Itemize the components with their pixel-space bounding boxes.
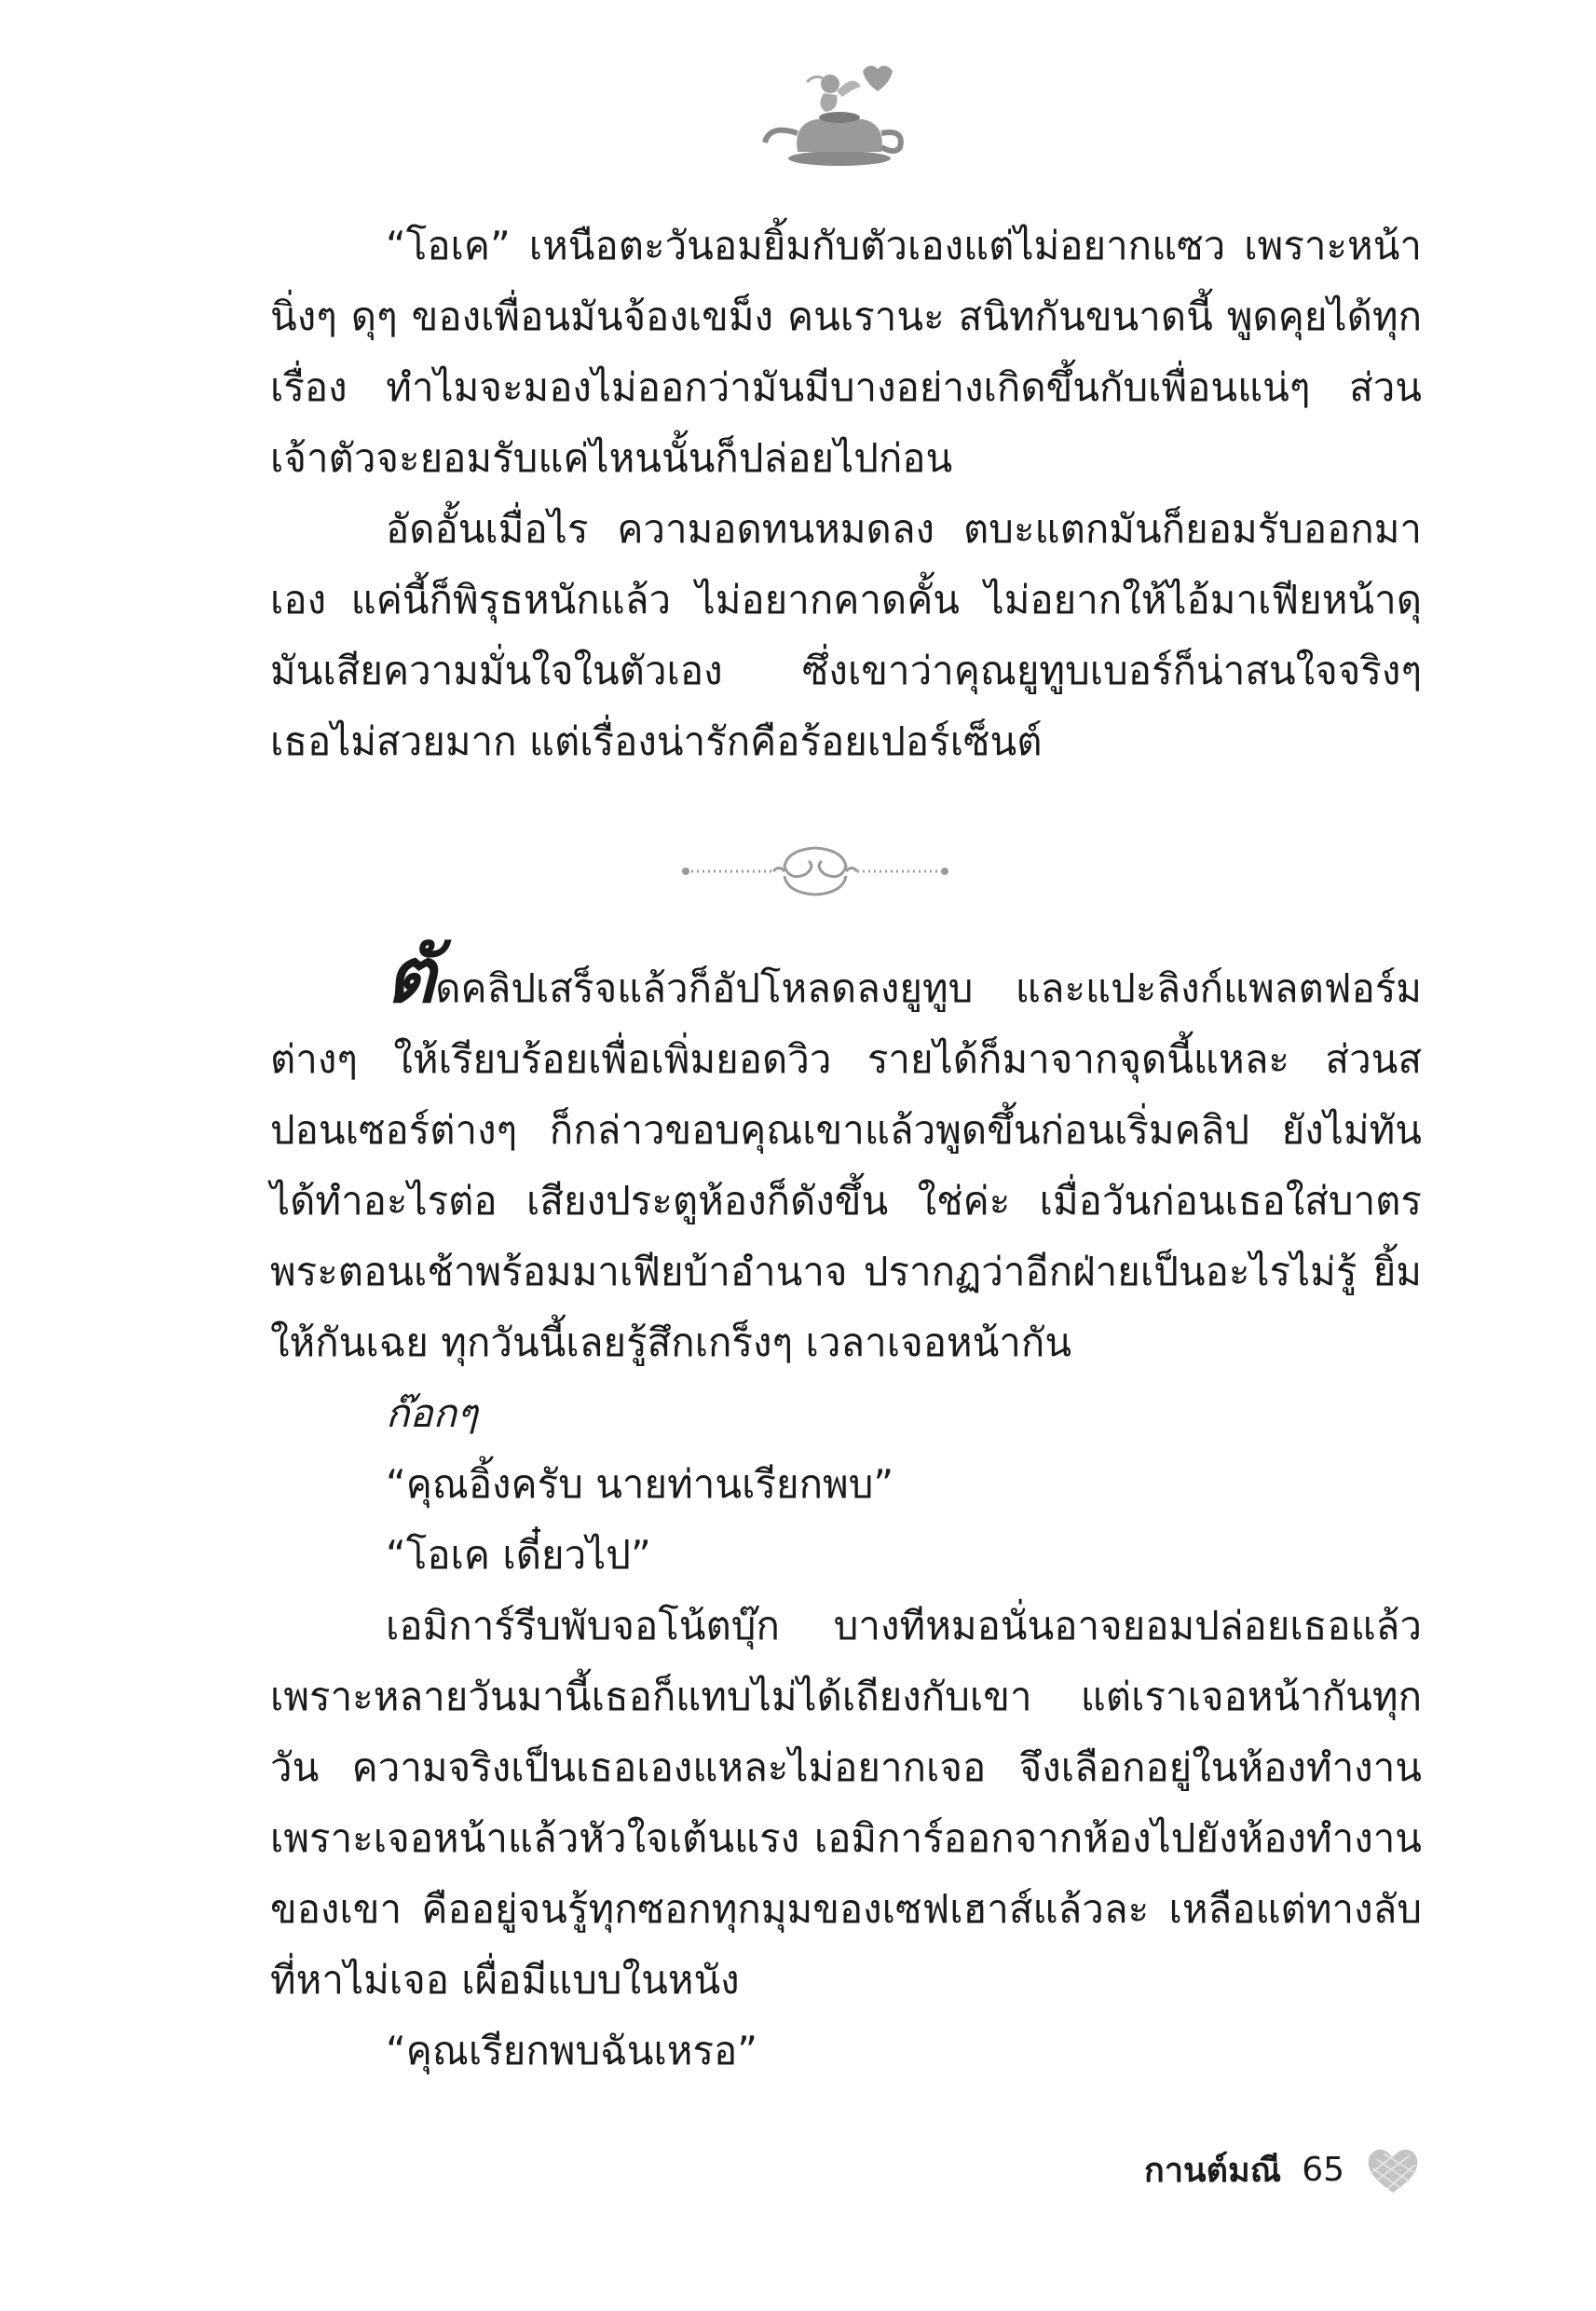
running-title: กานต์มณี xyxy=(1144,2152,1282,2190)
page-number: 65 xyxy=(1302,2151,1344,2189)
page-footer xyxy=(1144,2143,1421,2196)
dialogue-line: “คุณอิ้งครับ นายท่านเรียกพบ” xyxy=(386,1461,894,1507)
first-paragraph-text: ดคลิปเสร็จแล้วก็อัปโหลดลงยูทูบ และแปะลิงก์แพลตฟอร์มต่างๆ ให้เรียบร้อยเพื่อเพิ่มยอดวิว รายได้ก็มาจากจุดนี้แหละ ส่วนสปอนเซอร์ต่างๆ ก็กล่าวขอบคุณเขาแล้วพูดขึ้นก่อนเริ่มคลิป ยังไม่ทันได้ทำอะไรต่อ เสียงประตูห้องก็ดังขึ้น ใช่ค่ะ เมื่อวันก่อนเธอใส่บาตรพระตอนเช้าพร้อมมาเฟียบ้าอำนาจ ปรากฏว่าอีกฝ่ายเป็นอะไรไม่รู้ ยิ้มให้กันเฉย ทุกวันนี้เลยรู้สึกเกร็งๆ เวลาเจอหน้ากัน xyxy=(270,965,1422,1365)
flourish-divider-icon xyxy=(680,839,950,904)
paragraph: “โอเค” เหนือตะวันอมยิ้มกับตัวเองแต่ไม่อยากแซว เพราะหน้านิ่งๆ ดุๆ ของเพื่อนมันจ้องเขม็ง คนเรานะ สนิทกันขนาดนี้ พูดคุยได้ทุกเรื่อง ทำไมจะมองไม่ออกว่ามันมีบางอย่างเกิดขึ้นกับเพื่อนแน่ๆ ส่วนเจ้าตัวจะยอมรับแค่ไหนนั้นก็ปล่อยไปก่อน xyxy=(270,223,1422,481)
dropcap: ตั xyxy=(386,932,436,1020)
section-1 xyxy=(270,211,1422,777)
section-2 xyxy=(270,932,1422,2086)
knock-sound: ก๊อกๆ xyxy=(386,1390,478,1436)
first-paragraph xyxy=(270,932,1422,1378)
paragraph: เอมิการ์รีบพับจอโน้ตบุ๊ก บางทีหมอนั่นอาจยอมปล่อยเธอแล้ว เพราะหลายวันมานี้เธอก็แทบไม่ได้เถียงกับเขา แต่เราเจอหน้ากันทุกวัน ความจริงเป็นเธอเองแหละไม่อยากเจอ จึงเลือกอยู่ในห้องทำงาน เพราะเจอหน้าแล้วหัวใจเต้นแรง เอมิการ์ออกจากห้องไปยังห้องทำงานของเขา คืออยู่จนรู้ทุกซอกทุกมุมของเซฟเฮาส์แล้วละ เหลือแต่ทางลับที่หาไม่เจอ เผื่อมีแบบในหนัง xyxy=(270,1603,1422,2003)
dialogue-line: “โอเค เดี๋ยวไป” xyxy=(386,1532,651,1578)
paragraph: อัดอั้นเมื่อไร ความอดทนหมดลง ตบะแตกมันก็ยอมรับออกมาเอง แค่นี้ก็พิรุธหนักแล้ว ไม่อยากคาดคั้น ไม่อยากให้ไอ้มาเฟียหน้าดุมันเสียความมั่นใจในตัวเอง ซึ่งเขาว่าคุณยูทูบเบอร์ก็น่าสนใจจริงๆ เธอไม่สวยมาก แต่เรื่องน่ารักคือร้อยเปอร์เซ็นต์ xyxy=(270,506,1422,764)
dialogue-line: “คุณเรียกพบฉันเหรอ” xyxy=(386,2028,758,2073)
teapot-ornament-icon xyxy=(751,54,928,175)
heart-icon xyxy=(1365,2144,1421,2196)
